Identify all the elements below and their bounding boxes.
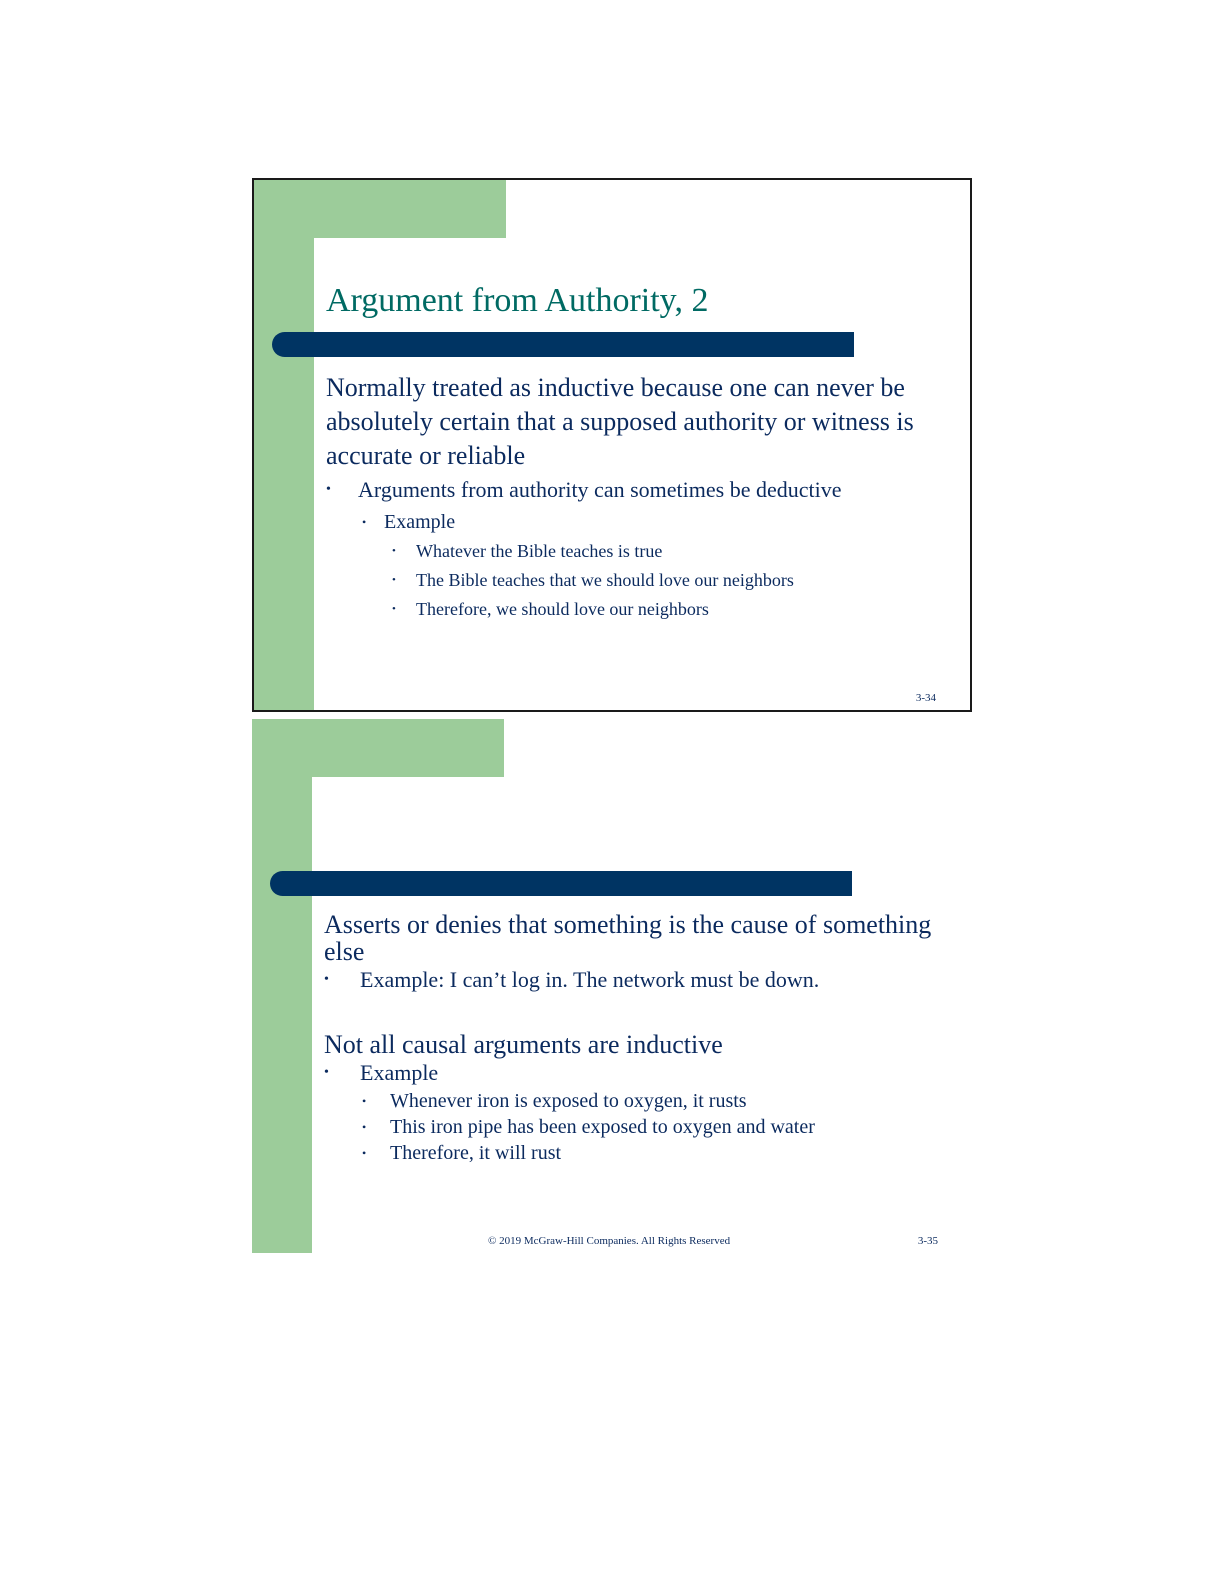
list-item: • Example: I can’t log in. The network must be down.	[360, 965, 962, 995]
slide-number: 3-34	[915, 692, 936, 704]
example-list	[384, 537, 960, 624]
bullet-list	[326, 473, 960, 624]
green-sidebar	[254, 180, 314, 710]
green-header-block	[252, 719, 504, 777]
lead-text-2: Not all causal arguments are inductive	[324, 1030, 723, 1059]
lead-text: Normally treated as inductive because one can never be absolutely certain that a supposed authority or witness is accurate or reliable	[326, 373, 914, 470]
title-underline-bar	[272, 332, 854, 357]
sub-bullet-list	[358, 507, 960, 624]
slide-title: Argument from Authority, 2	[326, 282, 709, 319]
slide-body	[324, 911, 962, 1166]
bullet-list	[324, 965, 962, 995]
slide-body	[326, 371, 960, 624]
list-item: • Whenever iron is exposed to oxygen, it rusts	[390, 1088, 962, 1114]
lead-text: Asserts or denies that something is the cause of something else	[324, 910, 932, 966]
list-item: • Therefore, it will rust	[390, 1140, 962, 1166]
list-item	[360, 1058, 962, 1166]
slide-3-34	[252, 178, 972, 712]
bullet-list	[324, 1058, 962, 1166]
green-header-block	[254, 180, 506, 238]
list-item	[358, 473, 960, 624]
green-sidebar	[252, 719, 312, 1253]
slide-3-35	[252, 719, 972, 1253]
list-item: • This iron pipe has been exposed to oxygen and water	[390, 1114, 962, 1140]
copyright-notice: © 2019 McGraw-Hill Companies. All Rights Reserved	[488, 1235, 731, 1247]
bullet-text: Arguments from authority can sometimes be deductive	[358, 477, 842, 502]
example-list	[360, 1088, 962, 1166]
list-item: • Therefore, we should love our neighbors	[416, 595, 960, 624]
list-item: • The Bible teaches that we should love our neighbors	[416, 566, 960, 595]
list-item: • Whatever the Bible teaches is true	[416, 537, 960, 566]
slide-number: 3-35	[917, 1235, 938, 1247]
title-underline-bar	[270, 871, 852, 896]
bullet-text: Example	[360, 1060, 439, 1085]
bullet-text: Example	[384, 511, 456, 533]
list-item	[384, 507, 960, 624]
